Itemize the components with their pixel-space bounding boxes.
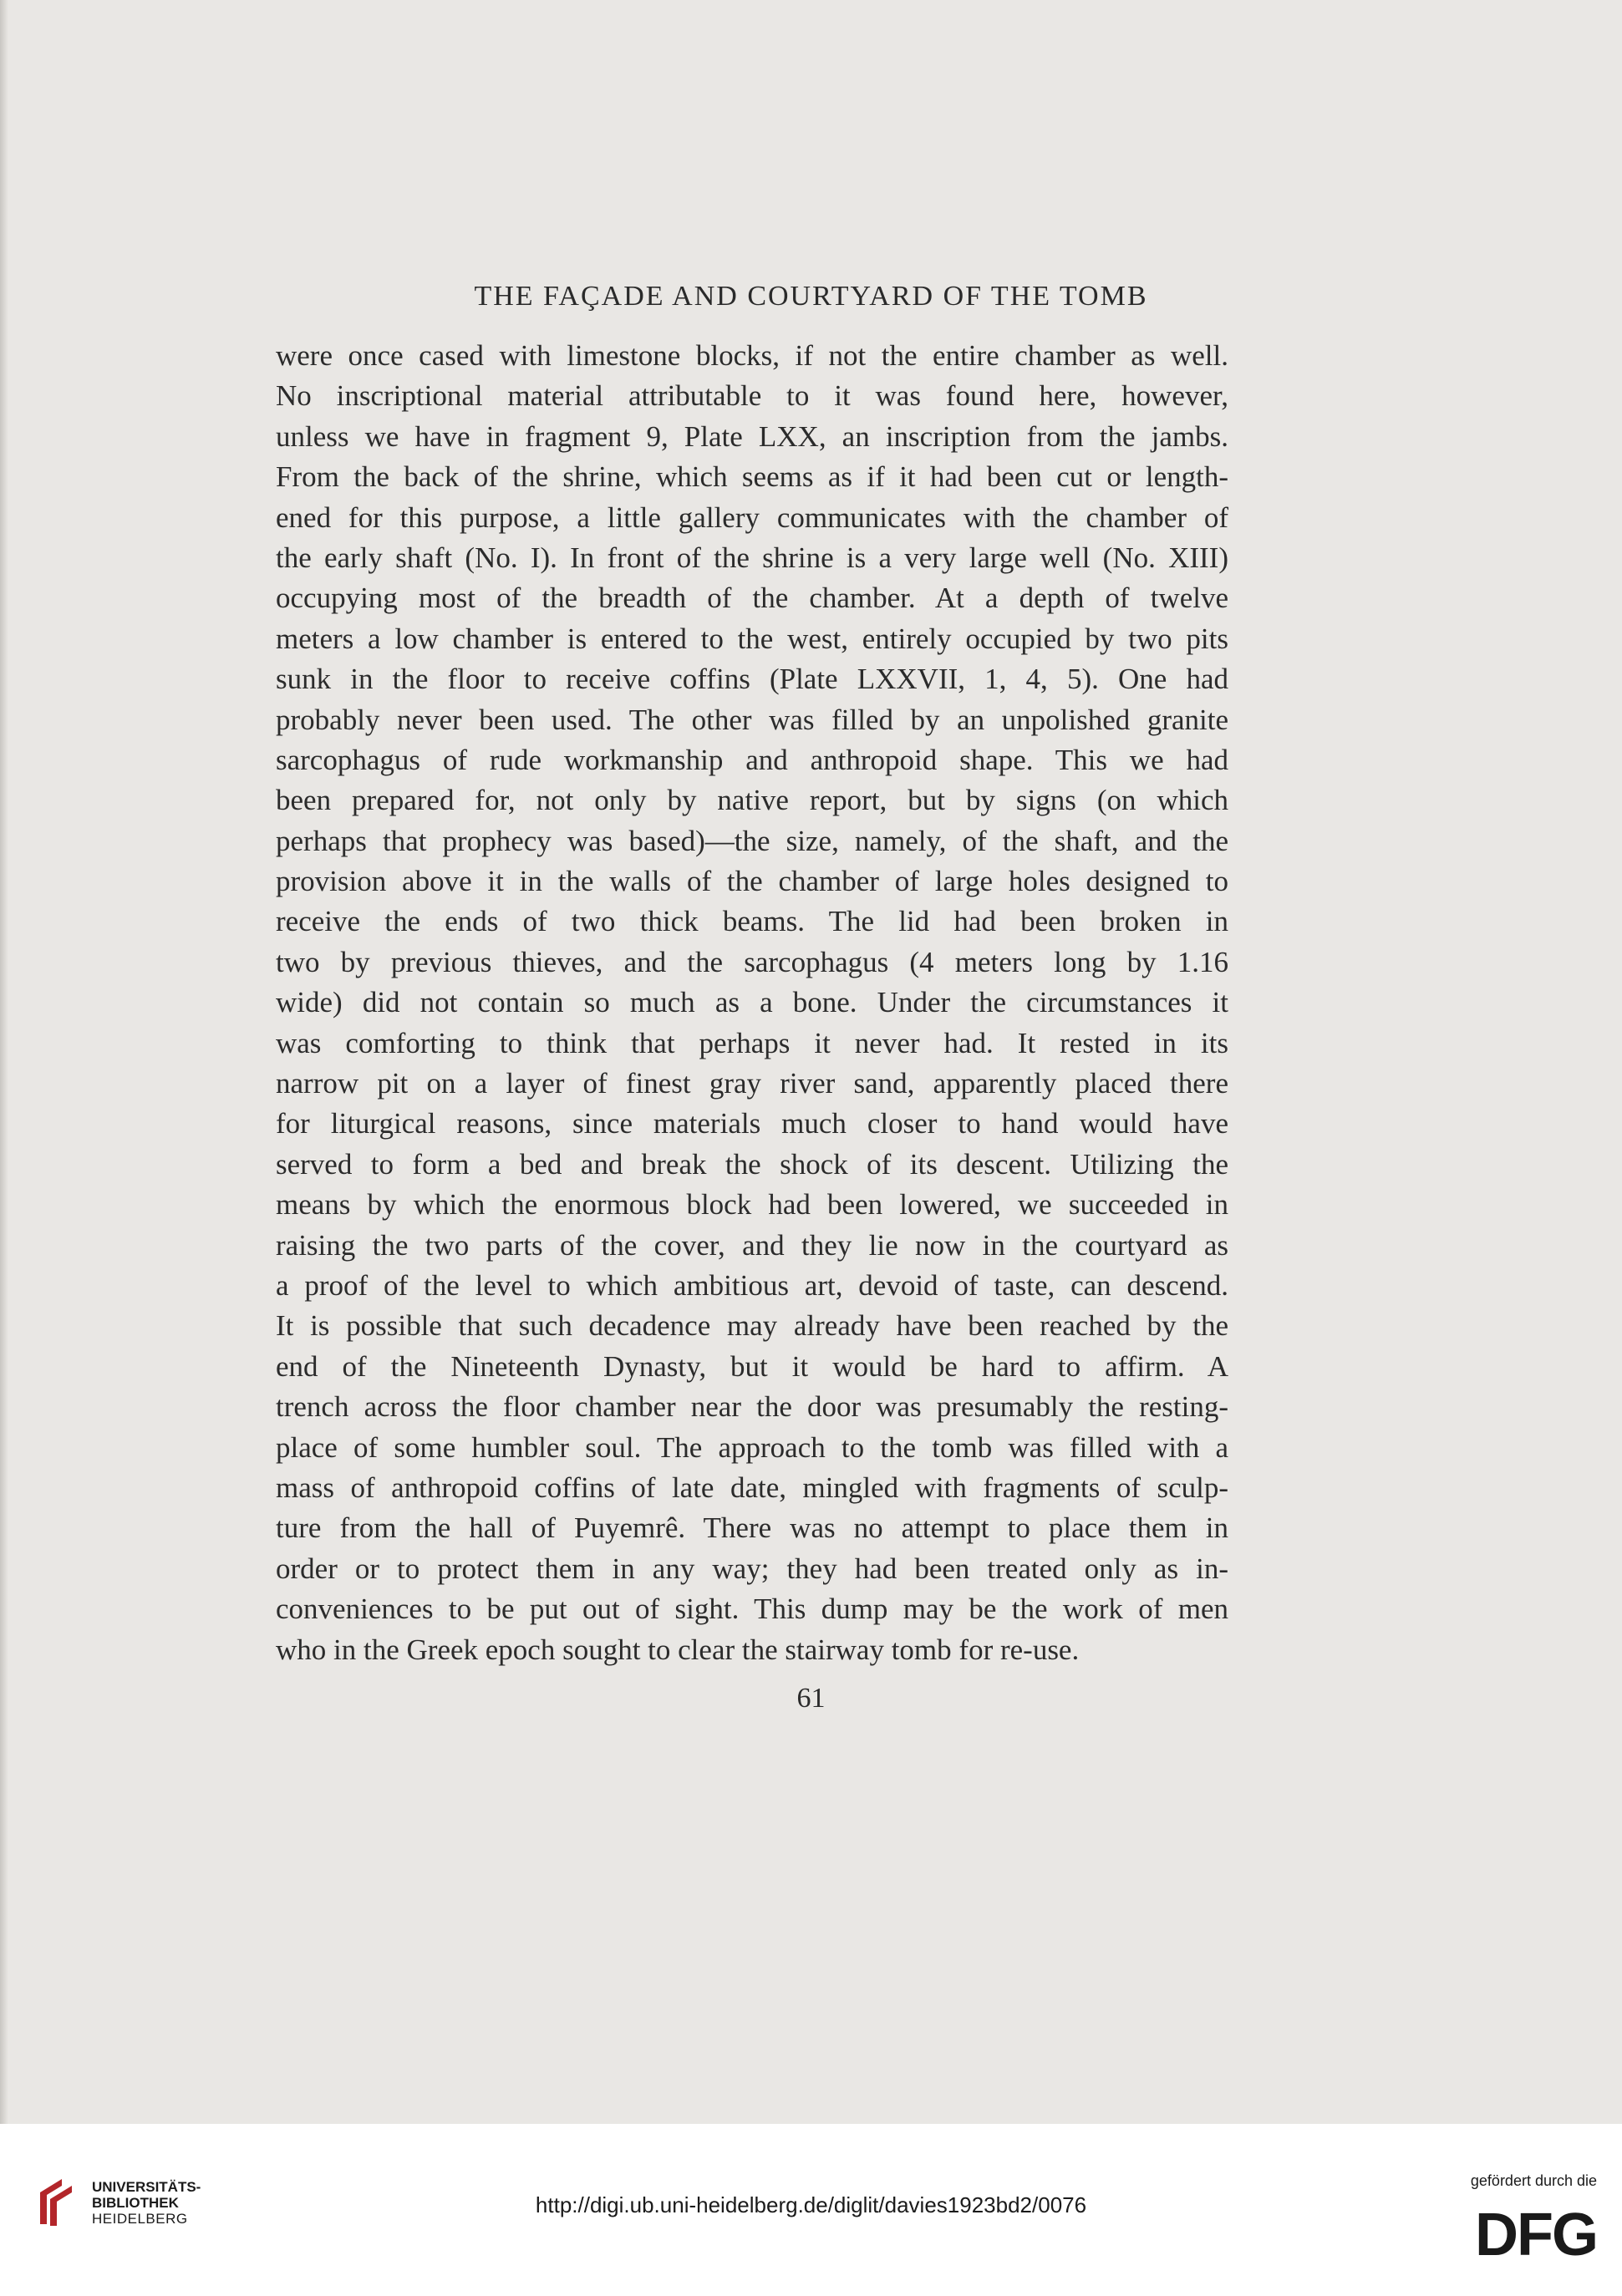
- text-line: a proof of the level to which ambitious art, devoid of taste, can descend.: [276, 1268, 1228, 1302]
- library-name-line: UNIVERSITÄTS-: [92, 2179, 201, 2195]
- text-line: raising the two parts of the cover, and they lie now in the courtyard as: [276, 1228, 1228, 1262]
- text-line: provision above it in the walls of the chamber of large holes designed to: [276, 865, 1228, 898]
- text-line: unless we have in fragment 9, Plate LXX, an inscription from the jambs.: [276, 419, 1228, 453]
- text-line: receive the ends of two thick beams. The lid had been broken in: [276, 905, 1228, 938]
- text-line: conveniences to be put out of sight. This dump may be the work of men: [276, 1592, 1228, 1626]
- text-line: No inscriptional material attributable to it was found here, however,: [276, 379, 1228, 413]
- text-line: were once cased with limestone blocks, if not the entire chamber as well.: [276, 339, 1228, 372]
- text-line: ened for this purpose, a little gallery communicates with the chamber of: [276, 500, 1228, 534]
- text-line: perhaps that prophecy was based)—the size, namely, of the shaft, and the: [276, 824, 1228, 857]
- source-url[interactable]: http://digi.ub.uni-heidelberg.de/diglit/davies1923bd2/0076: [535, 2192, 1087, 2217]
- text-line: the early shaft (No. I). In front of the shrine is a very large well (No. XIII): [276, 541, 1228, 574]
- text-line: was comforting to think that perhaps it never had. It rested in its: [276, 1026, 1228, 1059]
- text-line: means by which the enormous block had been lowered, we succeeded in: [276, 1188, 1228, 1222]
- text-line: probably never been used. The other was filled by an unpolished granite: [276, 703, 1228, 736]
- text-line: for liturgical reasons, since materials much closer to hand would have: [276, 1107, 1228, 1140]
- body-text: [276, 336, 1228, 1670]
- text-line: sunk in the floor to receive coffins (Plate LXXVII, 1, 4, 5). One had: [276, 663, 1228, 696]
- text-line: ture from the hall of Puyemrê. There was no attempt to place them in: [276, 1511, 1228, 1545]
- text-line: been prepared for, not only by native report, but by signs (on which: [276, 784, 1228, 817]
- text-line: who in the Greek epoch sought to clear the stairway tomb for re-use.: [276, 1633, 1080, 1666]
- text-line: From the back of the shrine, which seems as if it had been cut or length-: [276, 460, 1228, 494]
- dfg-logo: DFG: [1475, 2202, 1597, 2268]
- text-line: order or to protect them in any way; they had been treated only as in-: [276, 1552, 1228, 1585]
- text-line: served to form a bed and break the shock of its descent. Utilizing the: [276, 1147, 1228, 1181]
- text-line: trench across the floor chamber near the door was presumably the resting-: [276, 1390, 1228, 1424]
- digitization-footer: [0, 2124, 1622, 2296]
- funding-caption: gefördert durch die: [1470, 2172, 1597, 2189]
- text-line: occupying most of the breadth of the chamber. At a depth of twelve: [276, 582, 1228, 615]
- text-line: mass of anthropoid coffins of late date, mingled with fragments of sculp-: [276, 1471, 1228, 1504]
- running-head: THE FAÇADE AND COURTYARD OF THE TOMB: [474, 281, 1148, 312]
- text-line: two by previous thieves, and the sarcophagus (4 meters long by 1.16: [276, 945, 1228, 978]
- page-edge-shadow: [0, 0, 8, 2124]
- text-line: It is possible that such decadence may already have been reached by the: [276, 1309, 1228, 1343]
- library-name-line: BIBLIOTHEK: [92, 2195, 179, 2211]
- text-line: wide) did not contain so much as a bone. Under the circumstances it: [276, 986, 1228, 1019]
- text-line: sarcophagus of rude workmanship and anthropoid shape. This we had: [276, 743, 1228, 776]
- text-line: narrow pit on a layer of finest gray river sand, apparently placed there: [276, 1067, 1228, 1100]
- text-line: place of some humbler soul. The approach to the tomb was filled with a: [276, 1430, 1228, 1464]
- page-number: 61: [796, 1683, 826, 1714]
- library-name-line: HEIDELBERG: [92, 2211, 188, 2227]
- text-line: meters a low chamber is entered to the west, entirely occupied by two pits: [276, 622, 1228, 655]
- text-line: end of the Nineteenth Dynasty, but it would be hard to affirm. A: [276, 1349, 1228, 1383]
